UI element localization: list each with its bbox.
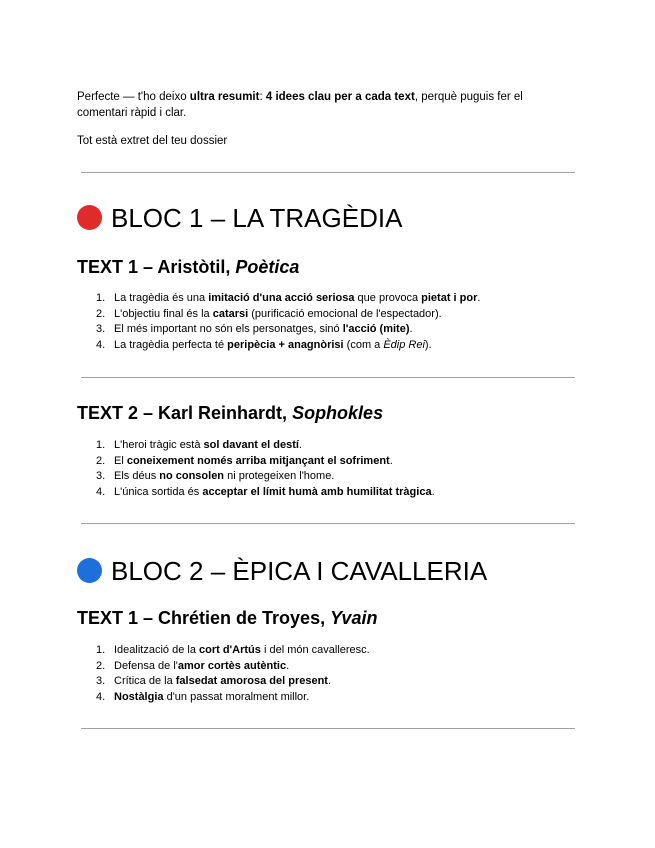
text-title-prefix: TEXT 1 – Aristòtil, xyxy=(77,257,236,277)
text-run: (purificació emocional de l'espectador). xyxy=(248,307,442,320)
text-title-work: Yvain xyxy=(330,608,378,628)
list-number: 2. xyxy=(96,454,106,467)
text-run: Els déus xyxy=(114,470,160,482)
text-run: , perquè puguis fer el comentari ràpid i clar. xyxy=(77,91,523,119)
bloc-2-title xyxy=(77,556,487,586)
text-title-prefix: TEXT 2 – Karl Reinhardt, xyxy=(77,403,293,423)
text-run: . xyxy=(389,454,393,467)
list-item xyxy=(80,438,435,454)
bloc-1-title xyxy=(77,203,402,233)
bloc-1-text-1-title xyxy=(77,256,299,278)
text-run: ). xyxy=(424,338,432,351)
list-number: 3. xyxy=(96,675,106,687)
list-number: 2. xyxy=(96,659,106,672)
bold-text: coneixement només arriba mitjançant el sofriment xyxy=(126,454,390,467)
list-item xyxy=(80,291,480,307)
bold-text: amor cortès autèntic xyxy=(177,659,287,672)
italic-text: Èdip Rei xyxy=(383,338,425,351)
divider xyxy=(81,728,575,729)
red-circle-icon xyxy=(77,205,102,230)
bloc-2-text-1-items xyxy=(80,643,370,705)
list-number: 4. xyxy=(96,690,106,703)
divider xyxy=(81,377,575,378)
text-run: El més important no són els personatges, sinó xyxy=(114,323,343,335)
bold-text: no consolen xyxy=(159,470,225,482)
list-item xyxy=(80,674,370,690)
list-number: 1. xyxy=(96,644,106,656)
text-run: . xyxy=(477,292,481,304)
list-item xyxy=(80,338,480,354)
text-title-work: Poètica xyxy=(235,257,300,277)
bold-text: sol davant el destí xyxy=(203,439,299,451)
text-run: Defensa de l' xyxy=(114,659,178,672)
text-run: Crítica de la xyxy=(114,675,176,687)
intro xyxy=(77,89,567,149)
bold-text: acceptar el límit humà amb humilitat tràgica xyxy=(202,485,432,498)
list-number: 4. xyxy=(96,485,106,498)
text-run: L'heroi tràgic està xyxy=(114,439,204,451)
bloc-1-text-1-items xyxy=(80,291,480,353)
bloc-2-text-1-title xyxy=(77,607,377,629)
bold-text: catarsi xyxy=(212,307,249,320)
text-run: La tragèdia perfecta té xyxy=(114,338,228,351)
text-run: ni protegeixen l'home. xyxy=(224,470,335,482)
bloc-2-title-text: BLOC 2 – ÈPICA I CAVALLERIA xyxy=(111,556,488,586)
text-run: d'un passat moralment millor. xyxy=(163,690,310,703)
list-number: 4. xyxy=(96,338,106,351)
bold-text: l'acció (mite) xyxy=(342,323,410,335)
divider xyxy=(81,172,575,173)
text-run: . xyxy=(409,323,413,335)
bold-text: imitació d'una acció seriosa xyxy=(208,292,355,304)
list-item xyxy=(80,322,480,338)
text-run: El xyxy=(114,454,127,467)
list-item xyxy=(80,469,435,485)
text-title-prefix: TEXT 1 – Chrétien de Troyes, xyxy=(77,608,331,628)
list-item xyxy=(80,690,370,706)
bold-text: Nostàlgia xyxy=(114,690,164,703)
intro-paragraph xyxy=(77,89,567,121)
bold-text: ultra resumit xyxy=(189,91,260,103)
bloc-1-text-2-items xyxy=(80,438,435,500)
list-number: 2. xyxy=(96,307,106,320)
bold-text: peripècia + anagnòrisi xyxy=(227,338,344,351)
text-run: L'objectiu final és la xyxy=(114,307,213,320)
list-number: 3. xyxy=(96,323,106,335)
list-item xyxy=(80,643,370,659)
text-run: . xyxy=(327,675,332,687)
bold-text: pietat i por xyxy=(421,292,478,304)
bloc-1-text-2-title xyxy=(77,402,383,424)
text-run: Idealització de la xyxy=(114,644,199,656)
text-run: Perfecte — t'ho deixo xyxy=(77,91,190,103)
text-run: : xyxy=(259,91,266,103)
list-item xyxy=(80,454,435,470)
text-run: (com a xyxy=(343,338,384,351)
blue-circle-icon xyxy=(77,558,102,583)
bloc-1-title-text: BLOC 1 – LA TRAGÈDIA xyxy=(111,203,403,233)
bold-text: falsedat amorosa del present xyxy=(175,675,328,687)
list-item xyxy=(80,307,480,323)
bold-text: 4 idees clau per a cada text xyxy=(265,91,415,103)
list-item xyxy=(80,659,370,675)
list-number: 3. xyxy=(96,470,106,482)
text-run: . xyxy=(431,485,435,498)
list-item xyxy=(80,485,435,501)
text-run: i del món cavalleresc. xyxy=(260,644,370,656)
text-run: que provoca xyxy=(354,292,422,304)
text-title-work: Sophokles xyxy=(292,403,384,423)
text-run: . xyxy=(298,439,302,451)
list-number: 1. xyxy=(96,292,106,304)
intro-note: Tot està extret del teu dossier xyxy=(77,135,228,147)
text-run: La tragèdia és una xyxy=(114,292,209,304)
divider xyxy=(81,523,575,524)
bold-text: cort d'Artús xyxy=(199,644,261,656)
list-number: 1. xyxy=(96,439,106,451)
text-run: L'única sortida és xyxy=(114,485,203,498)
text-run: . xyxy=(286,659,290,672)
